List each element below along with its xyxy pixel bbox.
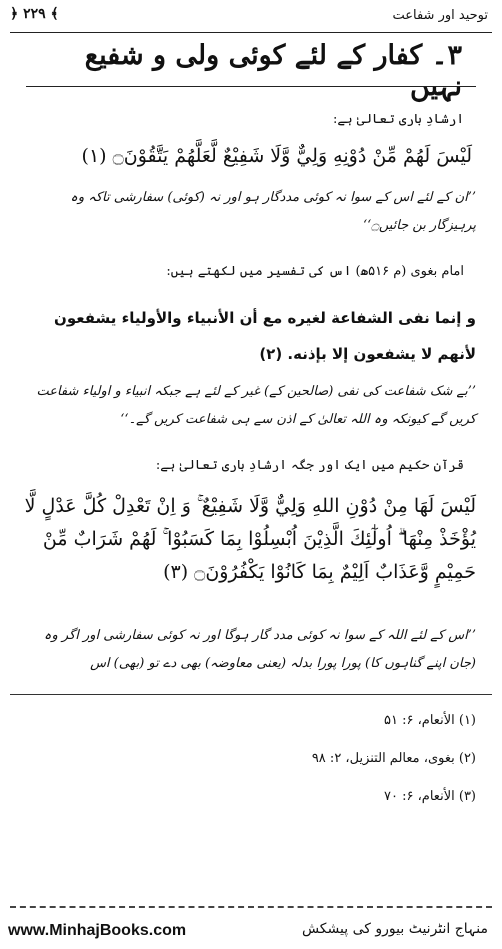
footnote-rule <box>10 694 492 695</box>
footer-url-link[interactable]: www.MinhajBooks.com <box>8 922 187 939</box>
footnote-1: (۱) الأنعام، ۶: ۵۱ <box>384 713 476 728</box>
footnote-3: (۳) الأنعام، ۶: ۷۰ <box>384 789 476 804</box>
intro-3: قرآن حکیم میں ایک اور جگہ ارشادِ باری تعالیٰ ہے: <box>155 458 464 473</box>
intro-1: ارشادِ باری تعالیٰ ہے: <box>332 112 464 127</box>
page-number: ﴿ ۲۲۹ ﴾ <box>10 6 59 22</box>
quran-verse-1: لَيْسَ لَهُمْ مِّنْ دُوْنِهِ وَلِيٌّ وَّلَا شَفِيْعٌ لَّعَلَّهُمْ يَتَّقُوْنَ۝ (۱) <box>81 145 472 167</box>
header-rule <box>10 32 492 33</box>
heading-underline <box>26 86 476 87</box>
translation-2: ’’بے شک شفاعت کی نفی (صالحین کے) غیر کے لئے ہے جبکہ انبیاء و اولیاء شفاعت کریں گے کیونکہ وہ اللہ تعالیٰ کے اذن سے ہی شفاعت کریں گے۔‘‘ <box>36 384 476 427</box>
section-heading: ۳۔ کفار کے لئے کوئی ولی و شفیع نہیں <box>84 40 462 102</box>
arabic-quote: و إنما نفى الشفاعة لغيره مع أن الأنبياء والأولياء يشفعون لأنهم لا يشفعون إلا بإذنه. (۲) <box>54 309 476 363</box>
running-head-title: توحید اور شفاعت <box>392 8 488 23</box>
intro-2: امام بغوی (م ۵۱۶ھ) اس کی تفسیر میں لکھتے ہیں: <box>166 264 464 279</box>
translation-3: ’’اس کے لئے اللہ کے سوا نہ کوئی مدد گار ہوگا اور نہ کوئی سفارشی اور اگر وہ (جان اپنے گناہوں کا) پورا پورا بدلہ (یعنی معاوضہ) بھی دے تو (بھی) اس <box>43 628 476 671</box>
translation-1: ’’ان کے لئے اس کے سوا نہ کوئی مددگار ہو اور نہ (کوئی) سفارشی تاکہ وہ پرہیزگار بن جائیں۝‘‘ <box>70 190 476 233</box>
footer-publisher: منہاج انٹرنیٹ بیورو کی پیشکش <box>301 921 488 937</box>
running-head <box>10 6 492 32</box>
footnote-2: (۲) بغوی، معالم التنزيل، ۲: ۹۸ <box>311 751 476 766</box>
quran-verse-2: لَيْسَ لَهَا مِنْ دُوْنِ اللهِ وَلِيٌّ وَّلَا شَفِيْعٌ ۚ وَ اِنْ تَعْدِلْ كُلَّ عَدْلٍ لَّا يُؤْخَذْ مِنْهَا ۗ اُولٰٓئِكَ الَّذِيْنَ اُبْسِلُوْا بِمَا كَسَبُوْا ۚ لَهُمْ شَرَابٌ مِّنْ حَمِيْمٍ وَّعَذَابٌ اَلِيْمٌ بِمَا كَانُوْا يَكْفُرُوْنَ۝ (۳) <box>24 495 476 583</box>
footer-rule <box>10 906 492 908</box>
